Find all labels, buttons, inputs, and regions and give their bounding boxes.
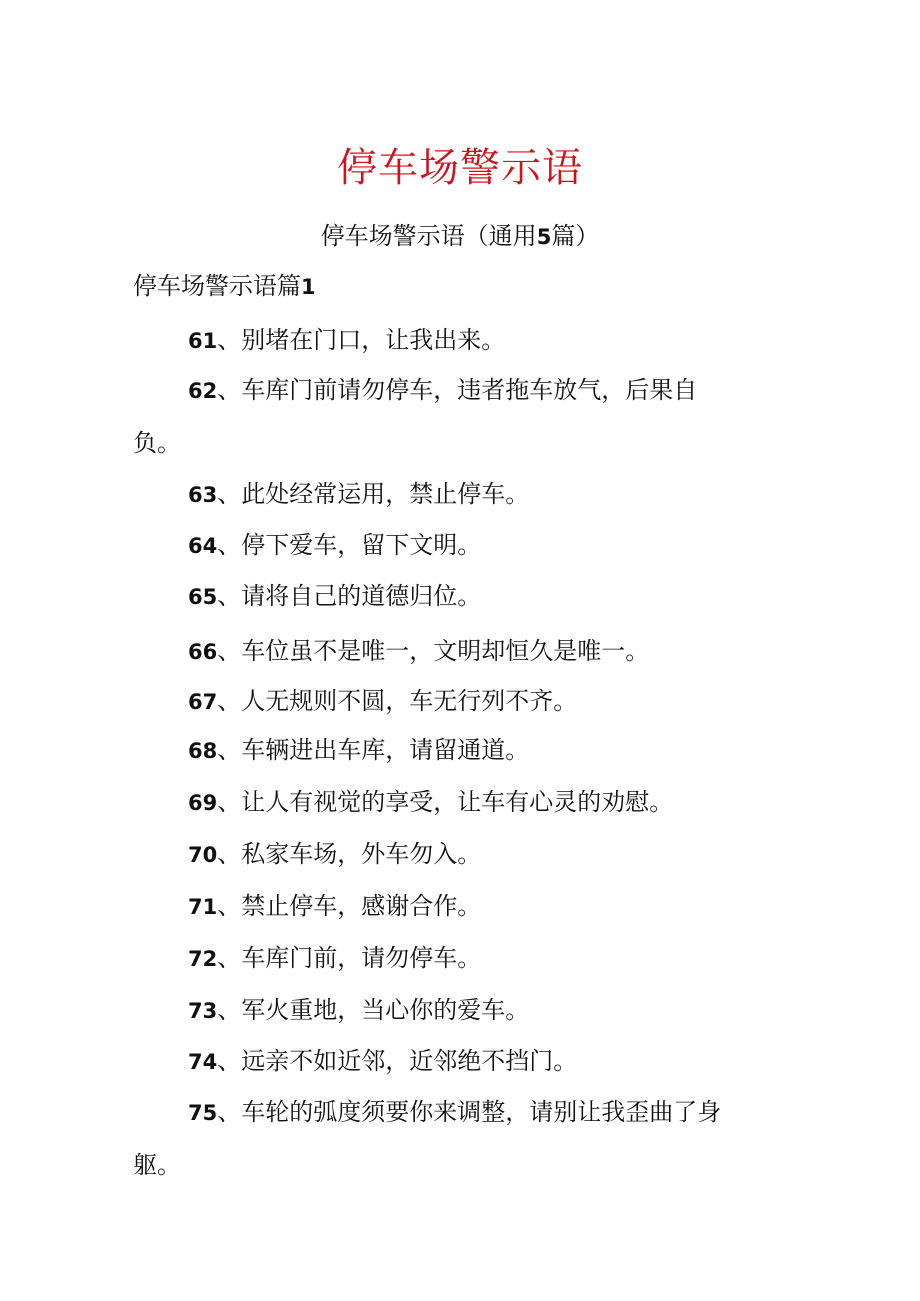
slogan-number: 61	[188, 329, 218, 353]
slogan-number: 69	[188, 791, 218, 815]
document-subtitle	[0, 218, 920, 255]
section-heading-text: 停车场警示语篇	[133, 272, 301, 300]
slogan-text: 、请将自己的道德归位。	[217, 582, 482, 610]
slogan-item	[133, 683, 783, 720]
slogan-text: 、军火重地，当心你的爱车。	[217, 996, 530, 1024]
slogan-text: 、车位虽不是唯一，文明却恒久是唯一。	[217, 637, 650, 665]
slogan-number: 73	[188, 999, 218, 1023]
section-heading-number: 1	[301, 275, 316, 299]
slogan-item	[133, 888, 783, 925]
slogan-number: 68	[188, 739, 218, 763]
slogan-item	[133, 1043, 783, 1080]
slogan-number: 62	[188, 379, 218, 403]
slogan-item	[133, 527, 783, 564]
slogan-text: 、远亲不如近邻，近邻绝不挡门。	[217, 1047, 578, 1075]
slogan-number: 71	[188, 895, 218, 919]
document-title: 停车场警示语	[337, 145, 583, 191]
slogan-number: 75	[188, 1101, 218, 1125]
slogan-number: 66	[188, 640, 218, 664]
slogan-item	[133, 940, 783, 977]
slogan-item	[133, 578, 783, 615]
slogan-item	[133, 322, 783, 359]
slogan-item	[133, 476, 783, 513]
subtitle-end: 篇）	[551, 222, 600, 250]
section-heading	[133, 268, 316, 305]
slogan-number: 63	[188, 483, 218, 507]
slogan-number: 65	[188, 585, 218, 609]
subtitle-text: 停车场警示语（通用	[320, 222, 537, 250]
slogan-text: 、车库门前请勿停车，违者拖车放气，后果自	[217, 376, 698, 404]
slogan-item	[133, 372, 783, 461]
slogan-item	[133, 836, 783, 873]
slogan-text: 、车轮的弧度须要你来调整，请别让我歪曲了身	[217, 1098, 722, 1126]
slogan-item	[133, 633, 783, 670]
slogan-text: 、车库门前，请勿停车。	[217, 944, 482, 972]
slogan-text: 、私家车场，外车勿入。	[217, 840, 482, 868]
slogan-item	[133, 1094, 783, 1183]
slogan-item	[133, 784, 783, 821]
subtitle-number: 5	[536, 225, 552, 249]
slogan-text-continuation: 负。	[133, 429, 181, 457]
slogan-number: 70	[188, 843, 218, 867]
slogan-text: 、让人有视觉的享受，让车有心灵的劝慰。	[217, 788, 674, 816]
slogan-item	[133, 732, 783, 769]
slogan-text: 、此处经常运用，禁止停车。	[217, 480, 530, 508]
slogan-text: 、别堵在门口，让我出来。	[217, 326, 506, 354]
slogan-number: 72	[188, 947, 218, 971]
slogan-text: 、停下爱车，留下文明。	[217, 531, 482, 559]
slogan-number: 74	[188, 1050, 218, 1074]
slogan-number: 67	[188, 690, 218, 714]
slogan-text: 、禁止停车，感谢合作。	[217, 892, 482, 920]
slogan-text: 、车辆进出车库，请留通道。	[217, 736, 530, 764]
slogan-text: 、人无规则不圆，车无行列不齐。	[217, 687, 578, 715]
slogan-number: 64	[188, 534, 218, 558]
slogan-item	[133, 992, 783, 1029]
slogan-text-continuation: 躯。	[133, 1151, 181, 1179]
